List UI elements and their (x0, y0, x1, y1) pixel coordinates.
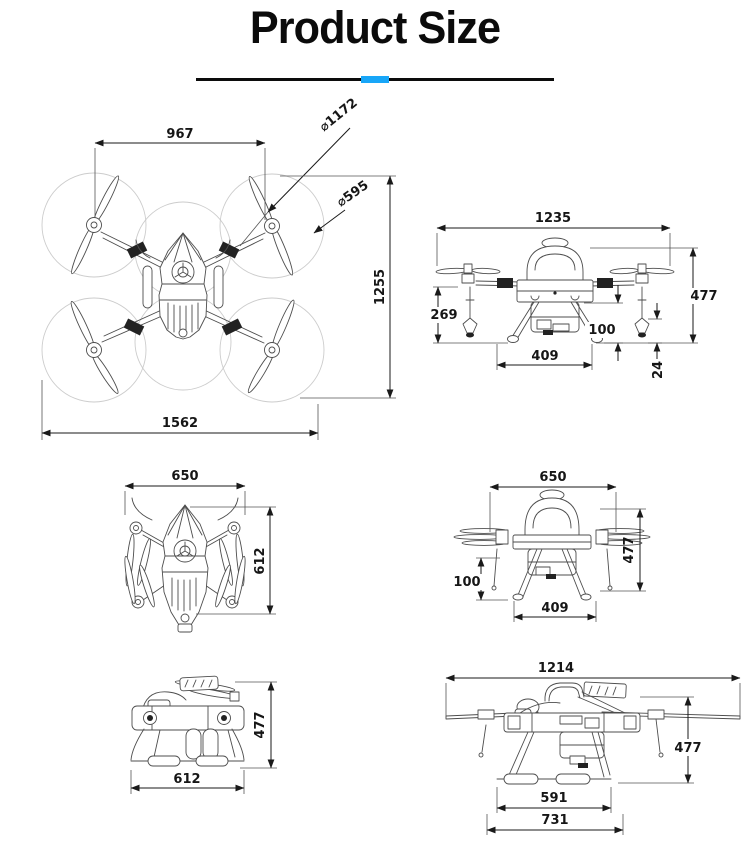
dim-label-24: 24 (651, 360, 666, 380)
dim-label-1562: 1562 (161, 416, 199, 431)
dim-length (131, 770, 244, 794)
drawing-front-view-folded (445, 470, 660, 640)
dim-clearance (452, 558, 508, 600)
drone-front-art (436, 238, 674, 343)
title-divider-accent (361, 76, 389, 83)
dim-label-1235: 1235 (534, 211, 572, 226)
dim-skid-length (497, 787, 611, 813)
drawing-side-view-unfolded (435, 655, 750, 845)
drone-side-folded-art (131, 676, 244, 766)
dim-label-100: 100 (453, 575, 481, 590)
dim-rotor-circle (240, 96, 361, 246)
dim-label-1214: 1214 (537, 661, 575, 676)
dim-label-409: 409 (531, 349, 559, 364)
dim-label-409: 409 (541, 601, 569, 616)
dim-label-1172: ⌀1172 (316, 95, 361, 135)
dim-nozzle-to-ground (648, 303, 666, 379)
dim-frame-length (487, 813, 623, 835)
dim-label-591: 591 (540, 791, 568, 806)
dim-leg-span (497, 344, 592, 370)
dim-label-595: ⌀595 (334, 177, 372, 211)
dim-hub-span (95, 127, 265, 220)
dim-label-269: 269 (430, 308, 458, 323)
dim-label-477: 477 (622, 536, 637, 564)
dim-label-477: 477 (674, 741, 702, 756)
drawing-side-view-folded (95, 660, 295, 805)
dim-label-731: 731 (541, 813, 569, 828)
drawing-front-view-unfolded (425, 210, 750, 400)
drone-side-art (446, 682, 740, 784)
drawing-top-view-folded (100, 470, 300, 655)
drone-top-art (68, 174, 296, 395)
dim-leg-span (514, 601, 596, 622)
dim-label-650: 650 (171, 469, 199, 484)
dim-label-612: 612 (253, 547, 268, 575)
dim-label-612: 612 (173, 772, 201, 787)
drawing-top-view-unfolded (25, 95, 415, 460)
dim-length (280, 176, 396, 398)
dim-label-650: 650 (539, 470, 567, 485)
dim-label-477: 477 (690, 289, 718, 304)
page-title: Product Size (249, 2, 501, 53)
drone-top-folded-art (123, 498, 247, 632)
dim-label-967: 967 (166, 127, 194, 142)
drone-front-folded-art (454, 490, 650, 600)
dim-label-100: 100 (588, 323, 616, 338)
dim-overall-width (42, 380, 318, 440)
dim-prop-circle (314, 178, 372, 233)
dim-label-477: 477 (253, 711, 268, 739)
dim-label-1255: 1255 (373, 268, 388, 306)
